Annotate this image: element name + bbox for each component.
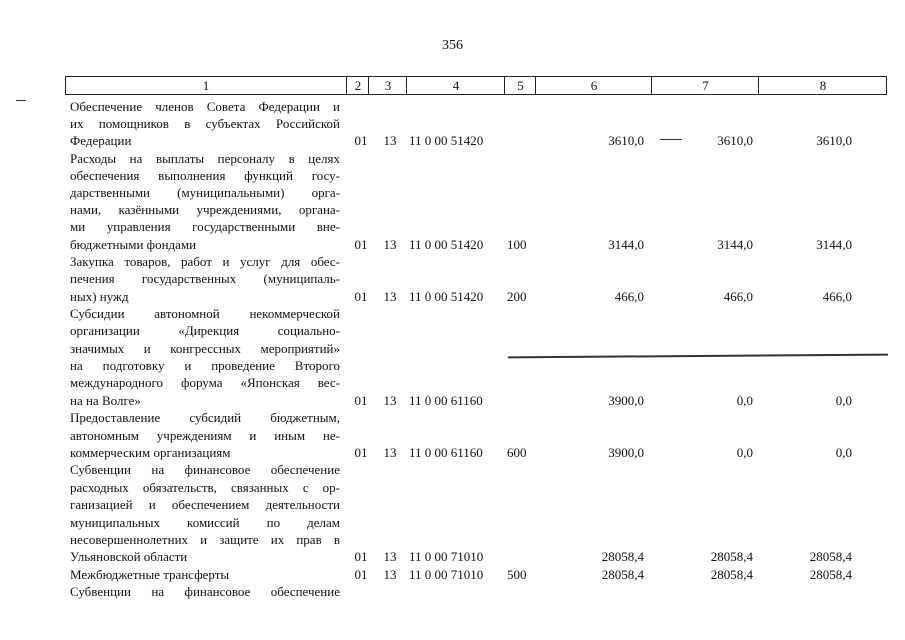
- amount-col-7: 0,0: [736, 393, 753, 408]
- amount-col-6: 3900,0: [608, 445, 644, 460]
- amount-col-7: 28058,4: [710, 549, 753, 564]
- row-description-line: бюджетными фондами: [70, 237, 197, 252]
- row-description-line: Субвенции на финансовое обеспечение: [70, 462, 340, 477]
- amount-col-8: 28058,4: [809, 549, 852, 564]
- subsection-code: 13: [383, 393, 397, 408]
- expense-type-code: [507, 548, 533, 565]
- section-code: 01: [354, 549, 368, 564]
- row-description-line: Закупка товаров, работ и услуг для обес-: [70, 254, 340, 269]
- amount-col-7: 28058,4: [710, 567, 753, 582]
- page-number: 356: [442, 38, 463, 53]
- section-code: 01: [354, 133, 368, 148]
- header-col-4: 4: [406, 77, 505, 94]
- row-description-line: международного форума «Японская вес-: [70, 375, 340, 390]
- header-col-7: 7: [651, 77, 759, 94]
- row-description-line: расходных обязательств, связанных с ор-: [70, 480, 340, 495]
- row-description-line: на на Волге»: [70, 393, 141, 408]
- amount-col-7: 3610,0: [717, 133, 753, 148]
- target-article-code: 11 0 00 51420: [409, 237, 484, 252]
- row-description-line: Субсидии автономной некоммерческой: [70, 306, 340, 321]
- header-col-3: 3: [368, 77, 407, 94]
- scan-artifact-dash: [16, 100, 26, 101]
- subsection-code: 13: [383, 445, 397, 460]
- header-col-6: 6: [535, 77, 652, 94]
- section-code: 01: [354, 445, 368, 460]
- expense-type-code: 100: [507, 237, 527, 252]
- section-code: 01: [354, 289, 368, 304]
- expense-type-code: 500: [507, 567, 527, 582]
- header-col-2: 2: [346, 77, 369, 94]
- row-description-line: муниципальных комиссий по делам: [70, 515, 340, 530]
- row-description-line: Межбюджетные трансферты: [70, 567, 230, 582]
- target-article-code: 11 0 00 51420: [409, 133, 484, 148]
- row-description-line: Обеспечение членов Совета Федерации и: [70, 99, 340, 114]
- scan-artifact-line: [508, 354, 888, 359]
- subsection-code: 13: [383, 289, 397, 304]
- amount-col-8: 3610,0: [816, 133, 852, 148]
- row-description-line: ганизацией и обеспечением деятельности: [70, 497, 340, 512]
- row-description-line: их помощников в субъектах Российской: [70, 116, 340, 131]
- row-description-line: Расходы на выплаты персоналу в целях: [70, 151, 340, 166]
- amount-col-8: 28058,4: [809, 567, 852, 582]
- row-description-line: печения государственных (муниципаль-: [70, 271, 340, 286]
- target-article-code: 11 0 00 71010: [409, 549, 484, 564]
- row-description-line: коммерческим организациям: [70, 445, 231, 460]
- amount-col-7: 0,0: [736, 445, 753, 460]
- row-description-line: значимых и конгрессных мероприятий»: [70, 341, 340, 356]
- amount-col-8: 466,0: [822, 289, 852, 304]
- table-header: [65, 76, 887, 95]
- section-code: 01: [354, 567, 368, 582]
- amount-col-8: 3144,0: [816, 237, 852, 252]
- header-col-1: 1: [202, 78, 210, 93]
- amount-col-6: 28058,4: [601, 549, 644, 564]
- subsection-code: 13: [383, 567, 397, 582]
- amount-col-6: 3610,0: [608, 133, 644, 148]
- subsection-code: 13: [383, 549, 397, 564]
- amount-col-6: 28058,4: [601, 567, 644, 582]
- scan-artifact-dash: [660, 139, 682, 140]
- expense-type-code: 600: [507, 445, 527, 460]
- row-description-line: несовершеннолетних и защите их прав в: [70, 532, 340, 547]
- row-description-line: Ульяновской области: [70, 549, 188, 564]
- header-col-8: 8: [758, 77, 887, 94]
- amount-col-8: 0,0: [835, 445, 852, 460]
- row-description-line: Субвенции на финансовое обеспечение: [70, 584, 340, 599]
- row-description-line: обеспечения выполнения функций госу-: [70, 168, 340, 183]
- target-article-code: 11 0 00 71010: [409, 567, 484, 582]
- expense-type-code: [507, 392, 533, 409]
- amount-col-6: 3144,0: [608, 237, 644, 252]
- row-description-line: автономным учреждениям и иным не-: [70, 428, 340, 443]
- row-description-line: ми управления государственными вне-: [70, 219, 340, 234]
- row-description-line: нами, казёнными учреждениями, органа-: [70, 202, 340, 217]
- amount-col-7: 466,0: [723, 289, 753, 304]
- expense-type-code: 200: [507, 289, 527, 304]
- amount-col-8: 0,0: [835, 393, 852, 408]
- row-description-line: организации «Дирекция социально-: [70, 323, 340, 338]
- row-description-line: дарственными (муниципальными) орга-: [70, 185, 340, 200]
- target-article-code: 11 0 00 61160: [409, 445, 483, 460]
- amount-col-6: 466,0: [614, 289, 644, 304]
- section-code: 01: [354, 393, 368, 408]
- header-col-5: 5: [504, 77, 536, 94]
- target-article-code: 11 0 00 61160: [409, 393, 483, 408]
- section-code: 01: [354, 237, 368, 252]
- target-article-code: 11 0 00 51420: [409, 289, 484, 304]
- amount-col-7: 3144,0: [717, 237, 753, 252]
- amount-col-6: 3900,0: [608, 393, 644, 408]
- row-description-line: Федерации: [70, 133, 132, 148]
- row-description-line: ных) нужд: [70, 289, 129, 304]
- expense-type-code: [507, 132, 533, 149]
- subsection-code: 13: [383, 133, 397, 148]
- row-description-line: Предоставление субсидий бюджетным,: [70, 410, 340, 425]
- subsection-code: 13: [383, 237, 397, 252]
- row-description-line: на подготовку и проведение Второго: [70, 358, 340, 373]
